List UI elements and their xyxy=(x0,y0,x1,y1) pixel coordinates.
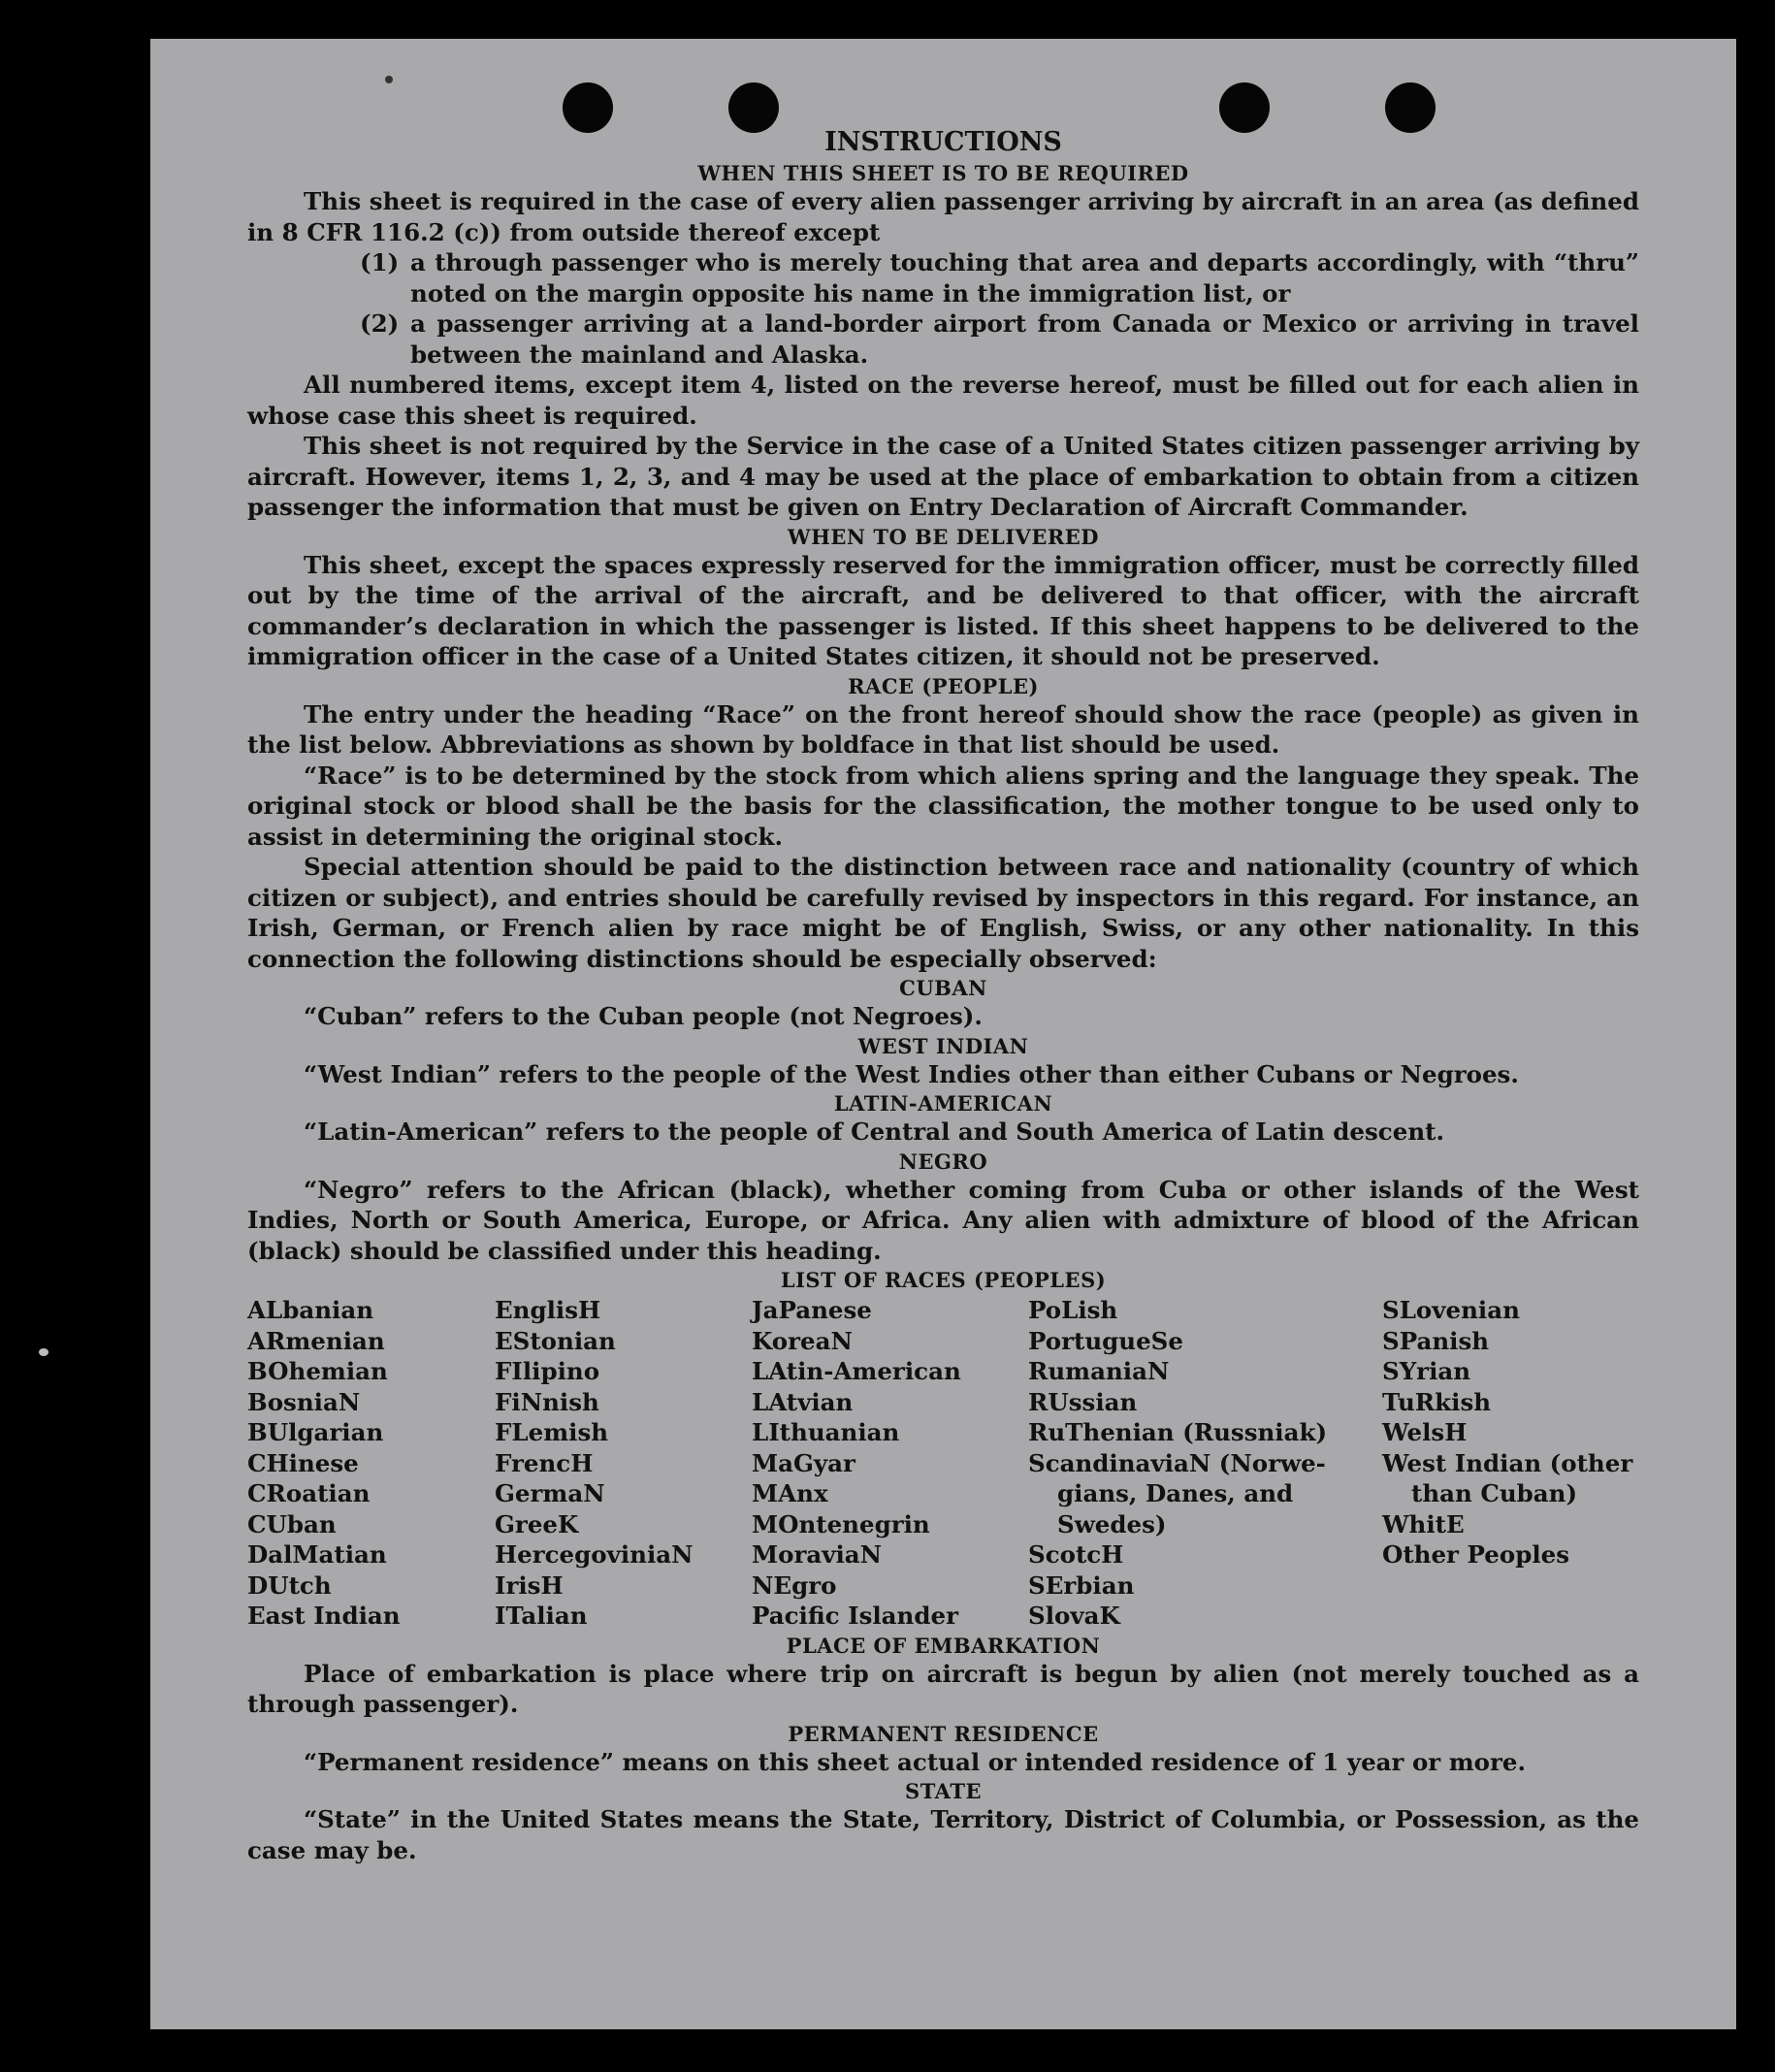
document-sheet xyxy=(150,39,1736,2029)
race-entry: GreeK xyxy=(495,1509,579,1538)
race-entry: WelsH xyxy=(1382,1418,1468,1446)
paragraph: “State” in the United States means the State, Territory, District of Columbia, or Possession, as the case may be. xyxy=(247,1805,1639,1864)
race-entry: MoraviaN xyxy=(752,1540,883,1569)
race-entry: RumaniaN xyxy=(1028,1357,1170,1385)
paragraph: “Race” is to be determined by the stock from which aliens spring and the language they speak. The original stock or blood shall be the basis for the classification, the mother tongue to be used only to assist in determining the original stock. xyxy=(247,761,1639,851)
heading-race: RACE (PEOPLE) xyxy=(848,673,1039,698)
race-entry: KoreaN xyxy=(752,1326,853,1355)
race-entry: CUban xyxy=(247,1509,337,1538)
race-entry: SlovaK xyxy=(1028,1602,1120,1630)
item-number: (2) xyxy=(360,309,400,338)
race-entry: HercegoviniaN xyxy=(495,1540,694,1569)
race-entry: West Indian (other xyxy=(1382,1448,1633,1477)
race-entry: RUssian xyxy=(1028,1387,1138,1416)
race-entry: PoLish xyxy=(1028,1296,1118,1324)
race-column xyxy=(1028,1295,1382,1632)
race-entry: WhitE xyxy=(1382,1509,1465,1538)
race-entry: ScandinaviaN (Norwe- xyxy=(1028,1448,1326,1477)
race-entry: FrencH xyxy=(495,1448,594,1477)
list-item xyxy=(360,247,1639,308)
race-entry: CRoatian xyxy=(247,1479,371,1507)
race-entry: ITalian xyxy=(495,1602,588,1630)
paragraph: “Permanent residence” means on this sheet actual or intended residence of 1 year or more. xyxy=(304,1747,1527,1776)
race-entry: BOhemian xyxy=(247,1357,388,1385)
paragraph: All numbered items, except item 4, listed on the reverse hereof, must be filled out for each alien in whose case this sheet is required. xyxy=(247,371,1639,430)
ink-speck xyxy=(385,76,393,83)
heading-latin-american: LATIN-AMERICAN xyxy=(833,1091,1053,1116)
ink-speck xyxy=(39,1348,48,1356)
heading-negro: NEGRO xyxy=(898,1149,988,1174)
paragraph: “Negro” refers to the African (black), whether coming from Cuba or other islands of the West Indies, North or South America, Europe, or Africa. Any alien with admixture of blood of the African (black) should be classified under this heading. xyxy=(247,1175,1639,1265)
race-column xyxy=(1382,1295,1639,1632)
paragraph: Place of embarkation is place where trip on aircraft is begun by alien (not merely touched as a through passenger). xyxy=(247,1659,1639,1718)
paragraph: Special attention should be paid to the distinction between race and nationality (country of which citizen or subject), and entries should be carefully revised by inspectors in this regard. For instance, an Irish, German, or French alien by race might be of English, Swiss, or any other nationality. In this connection the following distinctions should be especially observed: xyxy=(247,853,1639,973)
paragraph: This sheet is not required by the Service in the case of a United States citizen passenger arriving by aircraft. However, items 1, 2, 3, and 4 may be used at the place of embarkation to obtain from a citizen passenger the information that must be given on Entry Declaration of Aircraft Commander. xyxy=(247,432,1639,521)
item-text: a passenger arriving at a land-border airport from Canada or Mexico or arriving in travel between the mainland and Alaska. xyxy=(410,309,1639,369)
race-entry: SErbian xyxy=(1028,1570,1135,1600)
race-entry: FLemish xyxy=(495,1418,609,1446)
race-entry: BUlgarian xyxy=(247,1418,384,1446)
race-entry: gians, Danes, and xyxy=(1057,1479,1294,1507)
heading-state: STATE xyxy=(905,1779,982,1803)
paragraph: This sheet is required in the case of every alien passenger arriving by aircraft in an area (as defined in 8 CFR 116.2 (c)) from outside thereof except xyxy=(247,187,1639,246)
race-entry: DUtch xyxy=(247,1570,332,1600)
race-entry: MAnx xyxy=(752,1479,828,1507)
race-entry: FIlipino xyxy=(495,1357,600,1385)
paragraph: “West Indian” refers to the people of the West Indies other than either Cubans or Negroes. xyxy=(304,1059,1519,1088)
race-entry: PortugueSe xyxy=(1028,1326,1183,1355)
race-list xyxy=(247,1295,1639,1632)
race-entry: FiNnish xyxy=(495,1387,599,1416)
race-entry: ScotcH xyxy=(1028,1540,1124,1569)
item-text: a through passenger who is merely touching that area and departs accordingly, with “thru” noted on the margin opposite his name in the immigration list, or xyxy=(410,248,1639,308)
race-entry: NEgro xyxy=(752,1570,837,1600)
heading-when-required: WHEN THIS SHEET IS TO BE REQUIRED xyxy=(697,161,1189,185)
race-entry: DalMatian xyxy=(247,1540,387,1569)
race-column xyxy=(247,1295,495,1632)
race-entry: RuThenian (Russniak) xyxy=(1028,1418,1328,1446)
race-column xyxy=(495,1295,752,1632)
race-entry: EnglisH xyxy=(495,1296,601,1324)
page-title: INSTRUCTIONS xyxy=(824,127,1062,157)
race-column xyxy=(752,1295,1028,1632)
race-entry: JaPanese xyxy=(752,1296,872,1324)
list-item xyxy=(360,308,1639,370)
item-number: (1) xyxy=(360,248,400,276)
race-entry: Pacific Islander xyxy=(752,1602,958,1630)
instructions-body xyxy=(247,126,1639,1865)
race-entry: TuRkish xyxy=(1382,1387,1492,1416)
race-entry: SYrian xyxy=(1382,1357,1471,1385)
race-entry: LIthuanian xyxy=(752,1418,900,1446)
race-entry: Other Peoples xyxy=(1382,1540,1570,1569)
race-entry: GermaN xyxy=(495,1479,605,1507)
race-entry: SLovenian xyxy=(1382,1296,1520,1324)
race-entry: LAtin-American xyxy=(752,1357,961,1385)
heading-cuban: CUBAN xyxy=(899,976,987,1000)
paragraph: “Cuban” refers to the Cuban people (not Negroes). xyxy=(304,1002,983,1030)
race-entry: EStonian xyxy=(495,1326,616,1355)
heading-list-of-races: LIST OF RACES (PEOPLES) xyxy=(780,1268,1107,1292)
race-entry: IrisH xyxy=(495,1570,564,1600)
race-entry: BosniaN xyxy=(247,1387,361,1416)
race-entry: CHinese xyxy=(247,1448,359,1477)
heading-embarkation: PLACE OF EMBARKATION xyxy=(786,1633,1101,1658)
race-entry: ALbanian xyxy=(247,1296,374,1324)
race-entry: SPanish xyxy=(1382,1326,1490,1355)
paragraph: The entry under the heading “Race” on the front hereof should show the race (people) as given in the list below. Abbreviations as shown by boldface in that list should be used. xyxy=(247,699,1639,759)
race-entry: ARmenian xyxy=(247,1326,385,1355)
paragraph: “Latin-American” refers to the people of Central and South America of Latin descent. xyxy=(304,1117,1444,1146)
race-entry: MaGyar xyxy=(752,1448,855,1477)
heading-when-delivered: WHEN TO BE DELIVERED xyxy=(787,524,1099,549)
race-entry: East Indian xyxy=(247,1602,401,1630)
heading-west-indian: WEST INDIAN xyxy=(857,1033,1029,1058)
paragraph: This sheet, except the spaces expressly reserved for the immigration officer, must be correctly filled out by the time of the arrival of the aircraft, and be delivered to that officer, with the aircraft commander’s declaration in which the passenger is listed. If this sheet happens to be delivered to the immigration officer in the case of a United States citizen, it should not be preserved. xyxy=(247,550,1639,670)
race-entry: Swedes) xyxy=(1057,1509,1167,1538)
race-entry: than Cuban) xyxy=(1411,1479,1578,1507)
race-entry: MOntenegrin xyxy=(752,1509,930,1538)
heading-permanent-residence: PERMANENT RESIDENCE xyxy=(788,1721,1099,1746)
race-entry: LAtvian xyxy=(752,1387,854,1416)
